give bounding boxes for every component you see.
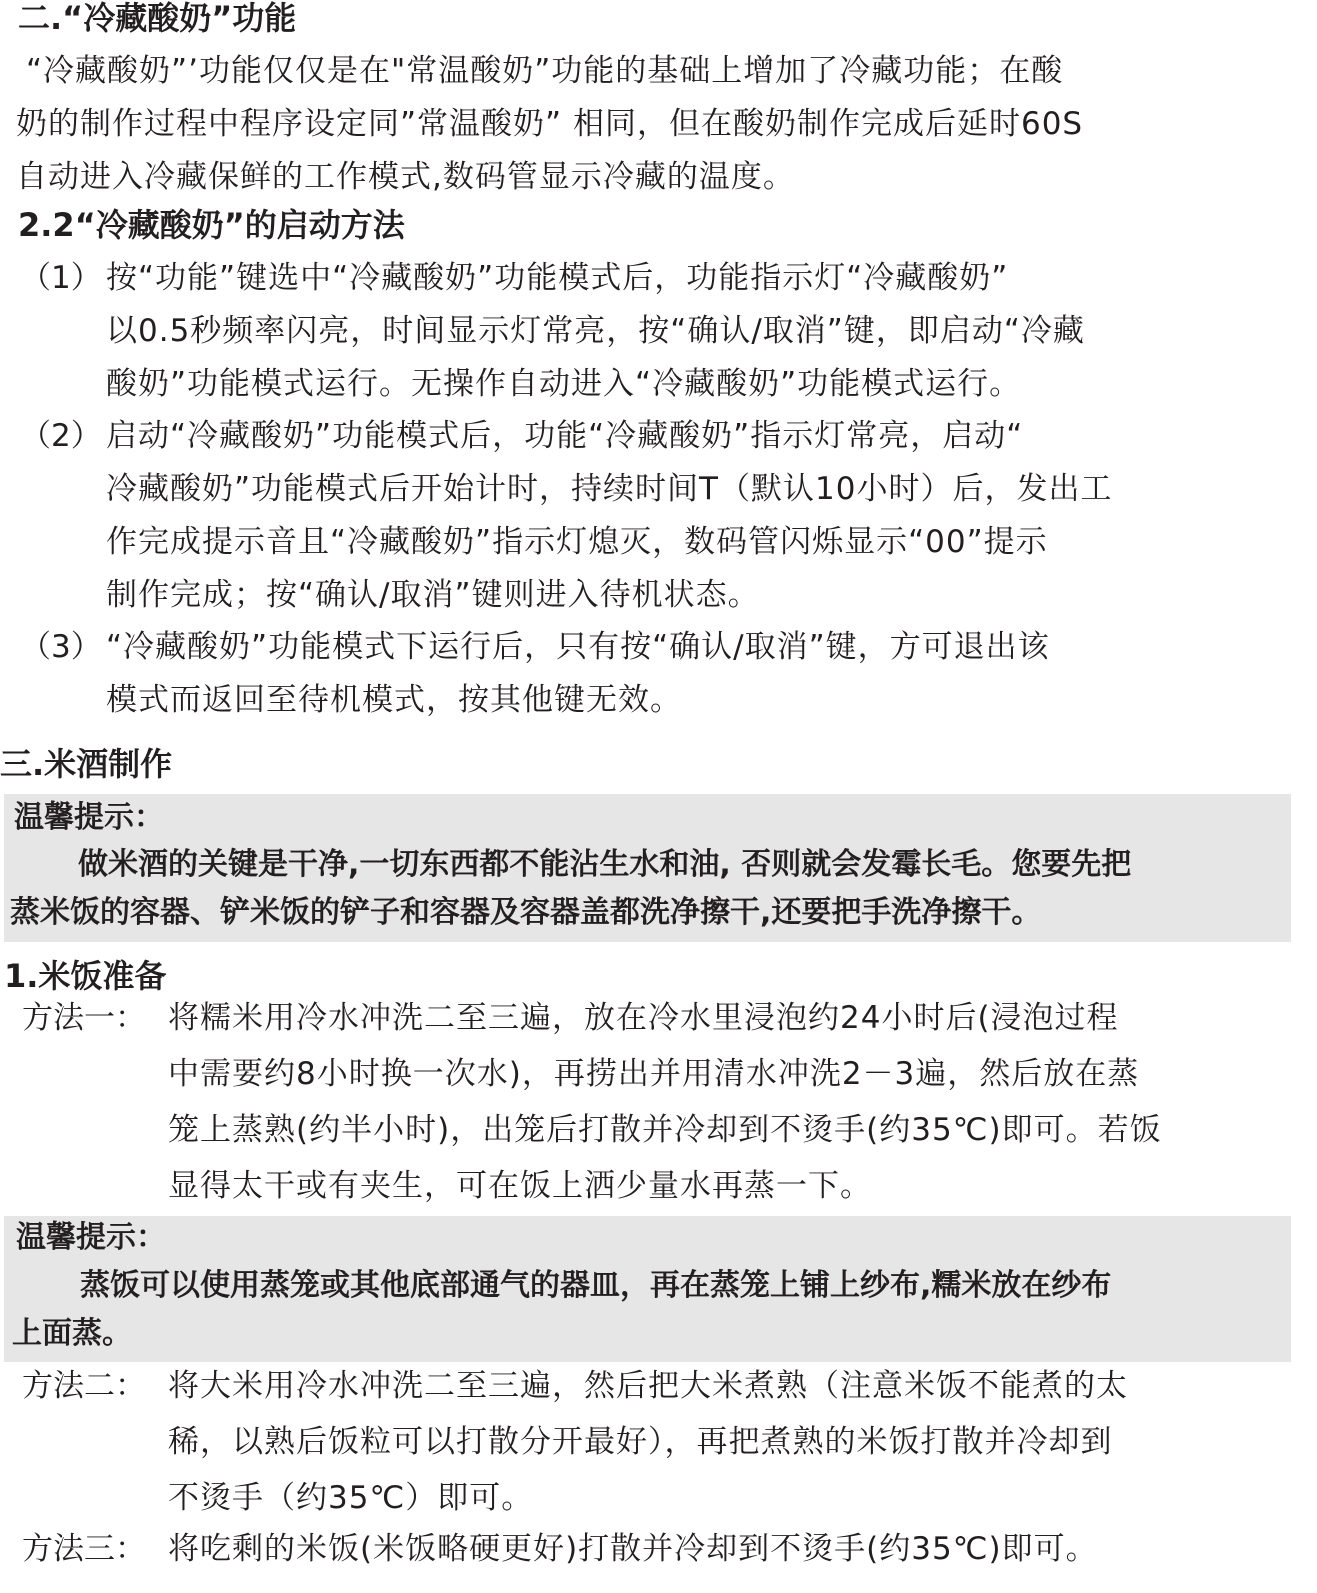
tip-box xyxy=(4,794,1291,942)
method-label: 方法三： xyxy=(22,1531,146,1567)
method-text xyxy=(168,990,1162,1214)
item-number: （2） xyxy=(20,418,102,454)
item-number: （3） xyxy=(20,629,102,665)
section-2-2-heading: 2.2“冷藏酸奶”的启动方法 xyxy=(18,206,405,244)
item-line: 冷藏酸奶”功能模式后开始计时，持续时间T（默认10小时）后，发出工 xyxy=(106,471,1113,507)
intro-line: 奶的制作过程中程序设定同”常温酸奶” 相同，但在酸奶制作完成后延时60S xyxy=(16,106,1084,142)
tip-line: 蒸饭可以使用蒸笼或其他底部通气的器皿，再在蒸笼上铺上纱布,糯米放在纱布 xyxy=(80,1268,1112,1303)
rice-prep-heading: 1.米饭准备 xyxy=(4,957,167,995)
item-line: 以0.5秒频率闪亮，时间显示灯常亮，按“确认/取消”键，即启动“冷藏 xyxy=(106,313,1085,349)
method-label: 方法一： xyxy=(22,1000,146,1036)
method-line: 将吃剩的米饭(米饭略硬更好)打散并冷却到不烫手(约35℃)即可。 xyxy=(168,1531,1098,1567)
item-text xyxy=(106,252,1085,411)
method-label: 方法二： xyxy=(22,1368,146,1404)
method-line: 显得太干或有夹生，可在饭上洒少量水再蒸一下。 xyxy=(168,1168,872,1204)
item-line: 模式而返回至待机模式，按其他键无效。 xyxy=(106,682,682,718)
method-text xyxy=(168,1521,1098,1577)
intro-line: 自动进入冷藏保鲜的工作模式,数码管显示冷藏的温度。 xyxy=(16,159,795,195)
method-text xyxy=(168,1358,1128,1526)
section-2-heading: 二.“冷藏酸奶”功能 xyxy=(18,0,297,37)
tip-title: 温馨提示： xyxy=(14,800,164,835)
intro-line: “冷藏酸奶”’功能仅仅是在"常温酸奶”功能的基础上增加了冷藏功能；在酸 xyxy=(26,53,1064,89)
item-line: 启动“冷藏酸奶”功能模式后，功能“冷藏酸奶”指示灯常亮，启动“ xyxy=(106,418,1024,454)
tip-line: 做米酒的关键是干净,一切东西都不能沾生水和油, 否则就会发霉长毛。您要先把 xyxy=(78,847,1132,882)
tip-line: 上面蒸。 xyxy=(12,1316,132,1351)
tip-line: 蒸米饭的容器、铲米饭的铲子和容器及容器盖都洗净擦干,还要把手洗净擦干。 xyxy=(10,895,1042,930)
item-text xyxy=(106,410,1112,622)
method-line: 将糯米用冷水冲洗二至三遍，放在冷水里浸泡约24小时后(浸泡过程 xyxy=(168,1000,1119,1036)
item-line: 制作完成；按“确认/取消”键则进入待机状态。 xyxy=(106,577,760,613)
method-line: 笼上蒸熟(约半小时)，出笼后打散并冷却到不烫手(约35℃)即可。若饭 xyxy=(168,1112,1162,1148)
method-line: 不烫手（约35℃）即可。 xyxy=(168,1480,534,1516)
item-line: 酸奶”功能模式运行。无操作自动进入“冷藏酸奶”功能模式运行。 xyxy=(106,366,1022,402)
method-line: 稀，以熟后饭粒可以打散分开最好），再把煮熟的米饭打散并冷却到 xyxy=(168,1424,1113,1460)
item-number: （1） xyxy=(20,260,102,296)
item-line: “冷藏酸奶”功能模式下运行后，只有按“确认/取消”键，方可退出该 xyxy=(106,629,1050,665)
tip-box xyxy=(4,1216,1291,1362)
section-3-heading: 三.米酒制作 xyxy=(0,745,173,783)
tip-title: 温馨提示： xyxy=(16,1220,166,1255)
item-line: 作完成提示音且“冷藏酸奶”指示灯熄灭，数码管闪烁显示“00”提示 xyxy=(106,524,1048,560)
item-line: 按“功能”键选中“冷藏酸奶”功能模式后，功能指示灯“冷藏酸奶” xyxy=(106,260,1009,296)
method-line: 中需要约8小时换一次水)，再捞出并用清水冲洗2－3遍，然后放在蒸 xyxy=(168,1056,1140,1092)
item-text xyxy=(106,621,1050,727)
method-line: 将大米用冷水冲洗二至三遍，然后把大米煮熟（注意米饭不能煮的太 xyxy=(168,1368,1128,1404)
